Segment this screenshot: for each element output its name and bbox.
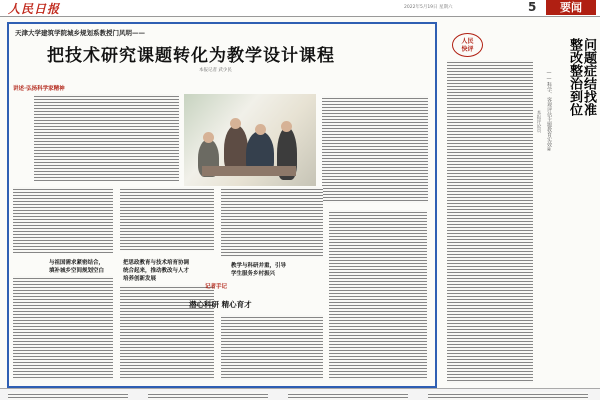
footer-text-block <box>148 392 268 400</box>
laboratory-desk <box>202 166 296 176</box>
article-headline: 把技术研究课题转化为教学设计课程 <box>47 46 335 66</box>
commentary-author: 本报评论员 <box>536 110 541 133</box>
text-column-right <box>329 210 427 380</box>
person-head <box>203 132 214 143</box>
publication-date: 2022年5月19日 星期六 <box>404 5 453 10</box>
selected-article[interactable] <box>7 22 437 388</box>
text-column-left <box>13 187 113 253</box>
footer-text-block <box>428 392 588 400</box>
reporter-note-label: 记者手记 <box>205 284 228 290</box>
article-kicker: 天津大学建筑学院城乡规划系教授门风明—— <box>15 29 145 37</box>
article-subhead-secondary: 与祖国需求紧密结合， 填补城乡空间规划空白 <box>49 260 105 274</box>
footer-text-block <box>288 392 408 400</box>
person-head <box>281 121 292 132</box>
section-label: 要闻 <box>546 0 596 15</box>
article-byline: 本报记者 武少民 <box>199 68 232 73</box>
person-head <box>230 118 241 129</box>
text-column-center <box>221 187 323 257</box>
text-column-upper-right <box>322 96 428 203</box>
masthead <box>0 0 600 17</box>
commentary-badge: 人民 快评 <box>452 33 483 57</box>
article-subhead-primary: 讲述·弘扬科学家精神 <box>13 86 65 92</box>
article-subhead-fourth: 教学与科研并重，引导 学生服务乡村振兴 <box>231 263 287 277</box>
text-column-center-lower <box>221 315 323 380</box>
news-photo <box>184 94 316 186</box>
lower-page-strip <box>0 388 600 400</box>
commentary-title: 问题症结找准 整改整治到位 <box>567 38 596 116</box>
reporter-note-title: 潜心科研 精心育才 <box>189 300 252 309</box>
commentary-text-block <box>447 60 533 383</box>
newspaper-logo: 人民日报 <box>8 2 61 16</box>
text-column-left-lower <box>13 276 113 380</box>
page-number: 5 <box>528 0 537 14</box>
article-subhead-third: 把思政教育与技术培育协调 统合起来，推动教改与人才 培养创新发展 <box>123 260 190 282</box>
commentary-subtitle: ——科学、客观评估主题教育实效④ <box>546 70 552 153</box>
person-head <box>255 124 266 135</box>
text-column-middle-upper <box>120 187 214 251</box>
text-column-upper-left <box>34 94 179 181</box>
footer-text-block <box>8 392 128 400</box>
